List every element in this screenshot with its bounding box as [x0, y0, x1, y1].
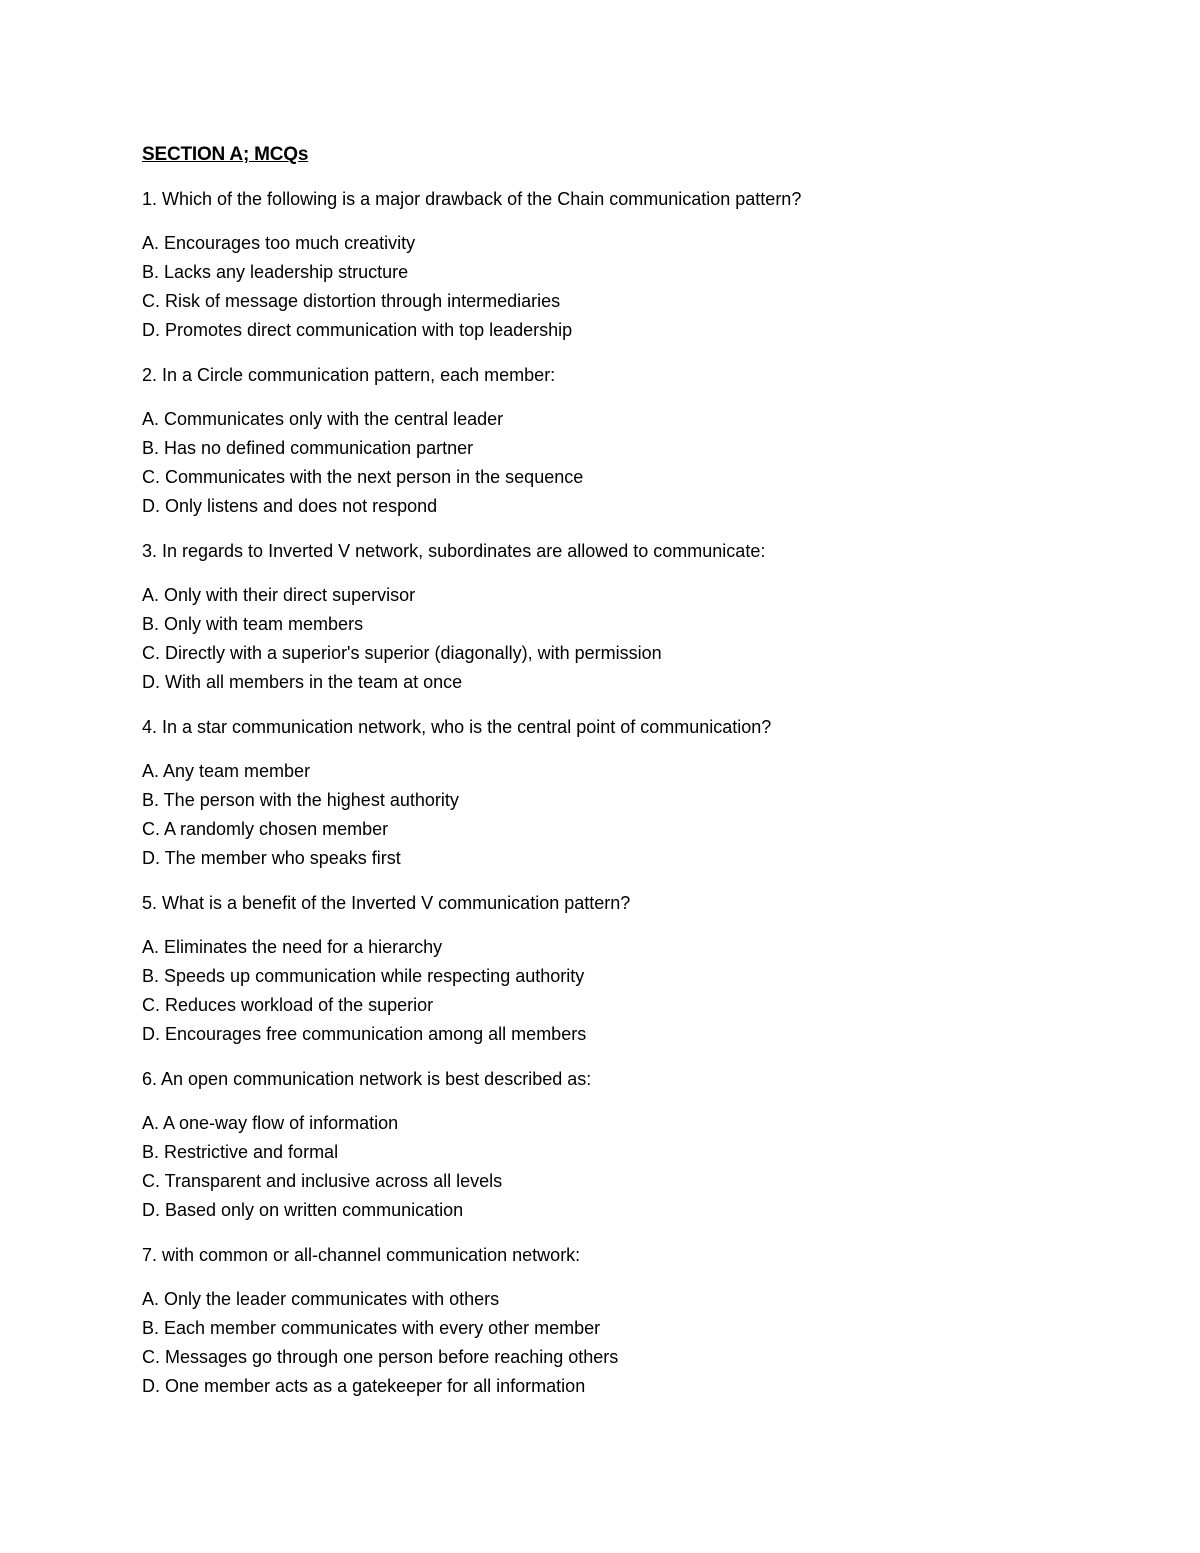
answer-options: [142, 1285, 1102, 1401]
document-content: [142, 141, 1102, 1417]
option-c: C. Directly with a superior's superior (diagonally), with permission: [142, 643, 662, 663]
question-text: 5. What is a benefit of the Inverted V communication pattern?: [142, 893, 631, 913]
option-c: C. Communicates with the next person in the sequence: [142, 467, 584, 487]
option-b: B. Only with team members: [142, 614, 364, 634]
option-a: A. Eliminates the need for a hierarchy: [142, 937, 443, 957]
question-3: [142, 537, 1102, 697]
option-d: D. The member who speaks first: [142, 848, 401, 868]
answer-options: [142, 405, 1102, 521]
option-b: B. Restrictive and formal: [142, 1142, 339, 1162]
answer-options: [142, 1109, 1102, 1225]
question-1: [142, 185, 1102, 345]
question-2: [142, 361, 1102, 521]
option-d: D. One member acts as a gatekeeper for all information: [142, 1376, 586, 1396]
option-d: D. With all members in the team at once: [142, 672, 463, 692]
option-b: B. Each member communicates with every other member: [142, 1318, 601, 1338]
question-text: 7. with common or all-channel communication network:: [142, 1245, 581, 1265]
option-d: D. Only listens and does not respond: [142, 496, 438, 516]
answer-options: [142, 581, 1102, 697]
option-a: A. Communicates only with the central leader: [142, 409, 504, 429]
question-text: 4. In a star communication network, who is the central point of communication?: [142, 717, 772, 737]
option-a: A. Any team member: [142, 761, 311, 781]
option-c: C. Messages go through one person before reaching others: [142, 1347, 619, 1367]
option-a: A. Only with their direct supervisor: [142, 585, 416, 605]
option-a: A. Encourages too much creativity: [142, 233, 416, 253]
option-b: B. Has no defined communication partner: [142, 438, 474, 458]
option-d: D. Encourages free communication among all members: [142, 1024, 587, 1044]
section-title: SECTION A; MCQs: [142, 144, 309, 165]
question-7: [142, 1241, 1102, 1401]
option-d: D. Based only on written communication: [142, 1200, 464, 1220]
option-c: C. Transparent and inclusive across all levels: [142, 1171, 503, 1191]
option-b: B. The person with the highest authority: [142, 790, 459, 810]
option-c: C. A randomly chosen member: [142, 819, 389, 839]
answer-options: [142, 229, 1102, 345]
option-c: C. Risk of message distortion through intermediaries: [142, 291, 561, 311]
option-a: A. A one-way flow of information: [142, 1113, 399, 1133]
question-text: 2. In a Circle communication pattern, each member:: [142, 365, 556, 385]
question-text: 3. In regards to Inverted V network, subordinates are allowed to communicate:: [142, 541, 766, 561]
question-text: 6. An open communication network is best described as:: [142, 1069, 592, 1089]
question-text: 1. Which of the following is a major drawback of the Chain communication pattern?: [142, 189, 802, 209]
option-b: B. Speeds up communication while respecting authority: [142, 966, 585, 986]
answer-options: [142, 933, 1102, 1049]
option-a: A. Only the leader communicates with others: [142, 1289, 500, 1309]
option-b: B. Lacks any leadership structure: [142, 262, 409, 282]
option-d: D. Promotes direct communication with top leadership: [142, 320, 573, 340]
question-6: [142, 1065, 1102, 1225]
answer-options: [142, 757, 1102, 873]
question-5: [142, 889, 1102, 1049]
option-c: C. Reduces workload of the superior: [142, 995, 434, 1015]
question-4: [142, 713, 1102, 873]
